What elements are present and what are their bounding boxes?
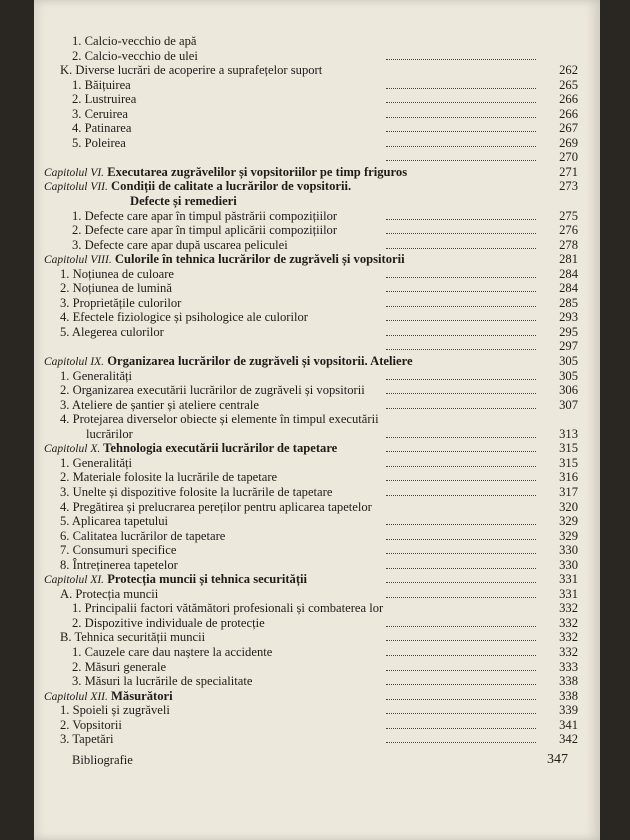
toc-entry bbox=[44, 514, 578, 529]
entry-text: 5. Aplicarea tapetului bbox=[60, 514, 169, 529]
entry-text: 1. Cauzele care dau naștere la accidente bbox=[72, 644, 273, 659]
toc-entry bbox=[44, 78, 578, 93]
page-number: 332 bbox=[559, 630, 578, 645]
entry-text: Organizarea lucrărilor de zugrăveli și vopsitorii. Ateliere bbox=[107, 354, 413, 369]
page-number: 330 bbox=[559, 557, 578, 572]
chapter-heading bbox=[44, 572, 578, 587]
toc-entry bbox=[44, 325, 578, 340]
page-number: 262 bbox=[559, 63, 578, 78]
entry-text: 1. Calcio-vecchio de apă bbox=[72, 34, 197, 48]
chapter-heading bbox=[44, 441, 578, 456]
page-number: 342 bbox=[559, 732, 578, 747]
entry-title bbox=[60, 470, 277, 485]
page-number: 271 bbox=[559, 164, 578, 179]
page-number: 284 bbox=[559, 266, 578, 281]
entry-text: 2. Dispozitive individuale de protecție bbox=[72, 615, 265, 630]
entry-title bbox=[60, 456, 132, 471]
chapter-heading bbox=[44, 252, 578, 267]
toc-entry bbox=[44, 718, 578, 733]
toc-entry bbox=[44, 238, 578, 253]
page-number: 275 bbox=[559, 208, 578, 223]
page-number: 266 bbox=[559, 92, 578, 107]
entry-title bbox=[72, 107, 128, 122]
page-number: 276 bbox=[559, 223, 578, 238]
toc-entry bbox=[44, 412, 578, 427]
toc-entry bbox=[44, 281, 578, 296]
entry-text: 4. Efectele fiziologice și psihologice ale culorilor bbox=[60, 310, 308, 325]
page-number: 331 bbox=[559, 572, 578, 587]
entry-text: 4. Protejarea diverselor obiecte și elemente în timpul executării bbox=[60, 412, 379, 427]
page-number: 284 bbox=[559, 281, 578, 296]
entry-title bbox=[72, 121, 131, 136]
page-number: 295 bbox=[559, 324, 578, 339]
entry-text: 2. Vopsitorii bbox=[60, 717, 122, 732]
toc-entry bbox=[44, 529, 578, 544]
toc-entry bbox=[44, 660, 578, 675]
entry-text: 4. Pregătirea și prelucrarea pereților pentru aplicarea tapetelor bbox=[60, 499, 372, 514]
toc-entry bbox=[44, 732, 578, 747]
chapter-label: Capitolul VI. bbox=[44, 166, 105, 179]
toc-entry bbox=[44, 339, 578, 354]
page-number: 278 bbox=[559, 237, 578, 252]
entry-text: 6. Calitatea lucrărilor de tapetare bbox=[60, 528, 226, 543]
page-number: 285 bbox=[559, 295, 578, 310]
page-number: 307 bbox=[559, 397, 578, 412]
entry-text: 3. Ateliere de șantier și ateliere centrale bbox=[60, 397, 259, 412]
page-number: 293 bbox=[559, 310, 578, 325]
entry-text: 4. Patinarea bbox=[72, 121, 132, 136]
entry-text: 3. Tapetări bbox=[60, 732, 114, 747]
entry-title bbox=[72, 78, 131, 93]
toc-entry bbox=[44, 427, 578, 442]
page-number: 269 bbox=[559, 135, 578, 150]
entry-title bbox=[60, 63, 322, 78]
toc-entry bbox=[44, 470, 578, 485]
entry-title bbox=[60, 587, 158, 602]
entry-title bbox=[60, 529, 225, 544]
entry-title bbox=[72, 238, 288, 253]
toc-entry bbox=[44, 398, 578, 413]
entry-title bbox=[60, 543, 176, 558]
page-number: 281 bbox=[559, 252, 578, 267]
page-number: 333 bbox=[559, 659, 578, 674]
chapter-heading bbox=[44, 354, 578, 369]
entry-title bbox=[44, 252, 405, 268]
entry-text: 1. Băițuirea bbox=[72, 77, 131, 92]
entry-title bbox=[60, 630, 205, 645]
chapter-heading bbox=[44, 689, 578, 704]
entry-title bbox=[60, 281, 172, 296]
page-number: 267 bbox=[559, 121, 578, 136]
toc-entry bbox=[44, 209, 578, 224]
page-number: 332 bbox=[559, 644, 578, 659]
chapter-heading bbox=[44, 179, 578, 194]
page-number: 265 bbox=[559, 77, 578, 92]
page-number: 329 bbox=[559, 528, 578, 543]
toc-entry bbox=[44, 136, 578, 151]
chapter-label: Capitolul IX. bbox=[44, 356, 105, 369]
toc-entry bbox=[44, 49, 578, 64]
chapter-label: Capitolul X. bbox=[44, 443, 101, 456]
entry-text: 1. Principalii factori vătămători profesionali și combaterea lor bbox=[72, 601, 384, 616]
entry-text: Defecte și remedieri bbox=[130, 194, 237, 209]
entry-title bbox=[60, 325, 164, 340]
entry-text: 3. Unelte și dispozitive folosite la lucrările de tapetare bbox=[60, 484, 333, 499]
entry-text: B. Tehnica securității muncii bbox=[60, 630, 206, 645]
page-number: 313 bbox=[559, 426, 578, 441]
entry-text: 3. Defecte care apar după uscarea peliculei bbox=[72, 237, 288, 252]
entry-text: Protecția muncii și tehnica securității bbox=[107, 572, 308, 587]
entry-title bbox=[60, 296, 181, 311]
toc-entry bbox=[44, 107, 578, 122]
entry-title bbox=[72, 92, 136, 107]
page-number: 331 bbox=[559, 586, 578, 601]
entry-text: 2. Materiale folosite la lucrările de tapetare bbox=[60, 470, 278, 485]
entry-title bbox=[60, 369, 132, 384]
page-number: 338 bbox=[559, 674, 578, 689]
toc-entry bbox=[44, 121, 578, 136]
entry-title bbox=[72, 753, 133, 768]
toc-entry bbox=[44, 296, 578, 311]
entry-title bbox=[72, 49, 198, 64]
entry-text: 2. Lustruirea bbox=[72, 92, 137, 107]
table-of-contents bbox=[44, 34, 578, 767]
book-page bbox=[34, 0, 600, 840]
page-number: 320 bbox=[559, 499, 578, 514]
entry-title bbox=[72, 223, 337, 238]
entry-title bbox=[60, 718, 122, 733]
chapter-label: Capitolul XI. bbox=[44, 574, 105, 587]
toc-entry bbox=[44, 223, 578, 238]
toc-entry bbox=[44, 630, 578, 645]
entry-title bbox=[44, 572, 307, 588]
chapter-label: Capitolul VIII. bbox=[44, 254, 112, 267]
entry-text: 5. Alegerea culorilor bbox=[60, 324, 164, 339]
page-number: 332 bbox=[559, 601, 578, 616]
entry-title bbox=[44, 689, 173, 705]
page-number: 315 bbox=[559, 441, 578, 456]
entry-text: Condiții de calitate a lucrărilor de vopsitorii. bbox=[111, 179, 352, 194]
page-number: 316 bbox=[559, 470, 578, 485]
entry-text: 1. Spoieli și zugrăveli bbox=[60, 703, 170, 718]
entry-text: 2. Organizarea executării lucrărilor de zugrăveli și vopsitorii bbox=[60, 383, 365, 398]
page-number: 341 bbox=[559, 717, 578, 732]
entry-title bbox=[60, 267, 174, 282]
entry-title bbox=[60, 732, 113, 747]
entry-title bbox=[60, 514, 168, 529]
toc-entry bbox=[44, 674, 578, 689]
entry-title bbox=[72, 34, 196, 49]
entry-text: 8. Întreținerea tapetelor bbox=[60, 557, 178, 572]
entry-text: lucrărilor bbox=[86, 426, 133, 441]
entry-text: 1. Generalități bbox=[60, 455, 133, 470]
entry-title bbox=[72, 616, 265, 631]
entry-title bbox=[72, 674, 252, 689]
entry-text: K. Diverse lucrări de acoperire a suprafețelor suport bbox=[60, 63, 323, 78]
entry-title bbox=[44, 441, 337, 457]
toc-entry bbox=[44, 194, 578, 209]
entry-title bbox=[44, 165, 407, 181]
toc-entry bbox=[44, 267, 578, 282]
entry-text: 2. Calcio-vecchio de ulei bbox=[72, 48, 198, 63]
entry-title bbox=[60, 500, 372, 515]
entry-title bbox=[86, 427, 133, 442]
entry-text: Culorile în tehnica lucrărilor de zugrăveli și vopsitorii bbox=[114, 252, 405, 267]
entry-text: 1. Noțiunea de culoare bbox=[60, 266, 174, 281]
entry-title bbox=[60, 383, 365, 398]
entry-text: 3. Ceruirea bbox=[72, 106, 128, 121]
entry-text: 1. Defecte care apar în timpul păstrării compozițiilor bbox=[72, 208, 338, 223]
entry-text: 3. Măsuri la lucrările de specialitate bbox=[72, 674, 253, 689]
toc-entry bbox=[44, 150, 578, 165]
page-number: 306 bbox=[559, 383, 578, 398]
chapter-label: Capitolul XII. bbox=[44, 690, 108, 703]
entry-text: 2. Defecte care apar în timpul aplicării compozițiilor bbox=[72, 223, 338, 238]
page-number: 305 bbox=[559, 354, 578, 369]
entry-title bbox=[72, 660, 166, 675]
toc-entry bbox=[44, 34, 578, 49]
entry-title bbox=[60, 310, 308, 325]
toc-entry bbox=[44, 383, 578, 398]
toc-entry bbox=[44, 543, 578, 558]
toc-entry bbox=[44, 485, 578, 500]
toc-entry bbox=[44, 587, 578, 602]
toc-entry bbox=[44, 456, 578, 471]
entry-title bbox=[60, 485, 332, 500]
entry-text: 1. Generalități bbox=[60, 368, 133, 383]
page-number: 266 bbox=[559, 106, 578, 121]
entry-text: 3. Proprietățile culorilor bbox=[60, 295, 182, 310]
entry-text: Măsurători bbox=[111, 688, 173, 703]
entry-text: 2. Măsuri generale bbox=[72, 659, 167, 674]
entry-text: 5. Poleirea bbox=[72, 135, 126, 150]
toc-entry bbox=[44, 369, 578, 384]
bibliography-entry bbox=[44, 753, 578, 768]
page-number: 332 bbox=[559, 615, 578, 630]
entry-text: Executarea zugrăvelilor și vopsitoriilor pe timp friguros bbox=[107, 164, 408, 179]
toc-entry bbox=[44, 92, 578, 107]
entry-title bbox=[60, 703, 170, 718]
entry-title bbox=[72, 645, 272, 660]
page-number: 273 bbox=[559, 179, 578, 194]
entry-title bbox=[60, 398, 259, 413]
chapter-heading bbox=[44, 165, 578, 180]
entry-text: A. Protecția muncii bbox=[60, 586, 159, 601]
chapter-label: Capitolul VII. bbox=[44, 181, 108, 194]
page-number: 338 bbox=[559, 688, 578, 703]
entry-title bbox=[44, 354, 413, 370]
page-number: 317 bbox=[559, 484, 578, 499]
entry-title bbox=[72, 136, 126, 151]
entry-title bbox=[60, 412, 379, 427]
entry-title bbox=[130, 194, 237, 209]
entry-text: Tehnologia executării lucrărilor de tapetare bbox=[103, 441, 338, 456]
entry-text: 2. Noțiunea de lumină bbox=[60, 281, 172, 296]
page-number: 297 bbox=[559, 339, 578, 354]
page-number: 305 bbox=[559, 368, 578, 383]
toc-entry bbox=[44, 703, 578, 718]
entry-title bbox=[60, 558, 178, 573]
page-number: 330 bbox=[559, 543, 578, 558]
toc-entry bbox=[44, 310, 578, 325]
toc-entry bbox=[44, 558, 578, 573]
toc-entry bbox=[44, 645, 578, 660]
page-number: 329 bbox=[559, 514, 578, 529]
page-number: 347 bbox=[547, 751, 568, 767]
entry-text: 7. Consumuri specifice bbox=[60, 543, 177, 558]
entry-title bbox=[72, 209, 337, 224]
toc-entry bbox=[44, 63, 578, 78]
entry-text: Bibliografie bbox=[72, 752, 133, 767]
entry-title bbox=[72, 601, 383, 616]
toc-entry bbox=[44, 616, 578, 631]
page-number: 315 bbox=[559, 455, 578, 470]
page-number: 339 bbox=[559, 703, 578, 718]
entry-title bbox=[44, 179, 351, 195]
page-number: 270 bbox=[559, 150, 578, 165]
toc-entry bbox=[44, 500, 578, 515]
toc-entry bbox=[44, 601, 578, 616]
